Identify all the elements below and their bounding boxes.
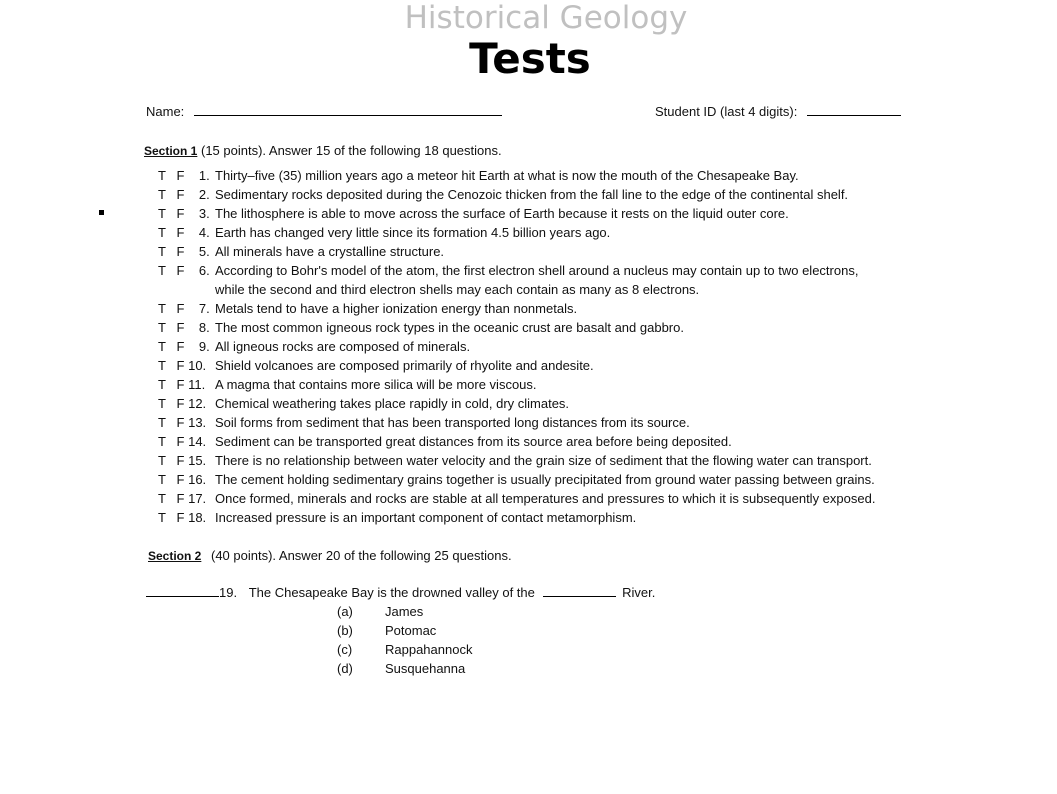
section-1-instruction: (15 points). Answer 15 of the following 18 questions. xyxy=(200,143,502,158)
question-text: Once formed, minerals and rocks are stable at all temperatures and pressures to which it is subsequently exposed. xyxy=(215,491,876,506)
true-false-marker: T F 3. xyxy=(158,206,210,221)
page-subtitle: Historical Geology xyxy=(404,0,688,36)
question-text: The lithosphere is able to move across the surface of Earth because it rests on the liquid outer core. xyxy=(215,206,789,221)
option-text: Potomac xyxy=(385,623,437,638)
true-false-marker: T F 5. xyxy=(158,244,210,259)
page-title: Tests xyxy=(469,34,591,83)
question-text: Shield volcanoes are composed primarily of rhyolite and andesite. xyxy=(215,358,594,373)
question-stem-end: River. xyxy=(622,585,656,600)
true-false-marker: T F 4. xyxy=(158,225,210,240)
true-false-marker: T F 12. xyxy=(158,396,207,411)
question-text: Metals tend to have a higher ionization energy than nonmetals. xyxy=(215,301,578,316)
question-text: There is no relationship between water velocity and the grain size of sediment that the flowing water can transport. xyxy=(215,453,872,468)
true-false-marker: T F 17. xyxy=(158,491,207,506)
question-text: Sediment can be transported great distances from its source area before being deposited. xyxy=(215,434,732,449)
question-text: Sedimentary rocks deposited during the Cenozoic thicken from the fall line to the edge of the continental shelf. xyxy=(215,187,849,202)
true-false-marker: T F 13. xyxy=(158,415,207,430)
question-text: The most common igneous rock types in the oceanic crust are basalt and gabbro. xyxy=(215,320,684,335)
section-2-instruction: (40 points). Answer 20 of the following 25 questions. xyxy=(210,548,512,563)
section-1-header xyxy=(144,143,502,158)
question-text: Earth has changed very little since its formation 4.5 billion years ago. xyxy=(215,225,611,240)
true-false-marker: T F 16. xyxy=(158,472,207,487)
student-id-label: Student ID (last 4 digits): xyxy=(655,104,798,119)
student-id-field xyxy=(655,104,901,119)
name-label: Name: xyxy=(146,104,185,119)
true-false-marker: T F 11. xyxy=(158,377,206,392)
stem-blank xyxy=(543,585,616,597)
option-letter: (a) xyxy=(337,604,353,619)
true-false-marker: T F 15. xyxy=(158,453,207,468)
true-false-marker: T F 10. xyxy=(158,358,207,373)
question-text: Increased pressure is an important component of contact metamorphism. xyxy=(215,510,637,525)
question-text: The cement holding sedimentary grains together is usually precipitated from ground water passing between grains. xyxy=(215,472,875,487)
name-blank xyxy=(194,104,502,116)
question-text: Thirty–five (35) million years ago a meteor hit Earth at what is now the mouth of the Chesapeake Bay. xyxy=(215,168,799,183)
question-text: All igneous rocks are composed of minerals. xyxy=(215,339,471,354)
true-false-marker: T F 2. xyxy=(158,187,210,202)
student-id-blank xyxy=(807,104,901,116)
option-a xyxy=(337,604,423,619)
true-false-marker: T F 7. xyxy=(158,301,210,316)
question-text-continued: while the second and third electron shells may each contain as many as 8 electrons. xyxy=(215,282,700,297)
option-letter: (d) xyxy=(337,661,353,676)
option-text: Susquehanna xyxy=(385,661,466,676)
option-letter: (c) xyxy=(337,642,353,657)
name-field xyxy=(146,104,502,119)
option-d xyxy=(337,661,465,676)
option-c xyxy=(337,642,472,657)
question-19 xyxy=(146,585,655,600)
option-text: Rappahannock xyxy=(385,642,473,657)
question-text: A magma that contains more silica will be more viscous. xyxy=(215,377,537,392)
true-false-marker: T F 8. xyxy=(158,320,210,335)
section-1-label: Section 1 xyxy=(144,144,198,158)
bullet-marker xyxy=(99,210,104,215)
true-false-marker: T F 18. xyxy=(158,510,207,525)
section-2-header xyxy=(148,548,512,563)
option-text: James xyxy=(385,604,424,619)
true-false-marker: T F 6. xyxy=(158,263,210,278)
option-b xyxy=(337,623,436,638)
question-text: According to Bohr's model of the atom, the first electron shell around a nucleus may contain up to two electrons, xyxy=(215,263,859,278)
option-letter: (b) xyxy=(337,623,353,638)
true-false-marker: T F 9. xyxy=(158,339,210,354)
question-text: All minerals have a crystalline structure. xyxy=(215,244,445,259)
question-text: Soil forms from sediment that has been transported long distances from its source. xyxy=(215,415,690,430)
question-text: Chemical weathering takes place rapidly in cold, dry climates. xyxy=(215,396,570,411)
section-2-label: Section 2 xyxy=(148,549,202,563)
question-number: 19. xyxy=(219,585,238,600)
true-false-marker: T F 1. xyxy=(158,168,210,183)
true-false-marker: T F 14. xyxy=(158,434,207,449)
question-stem: The Chesapeake Bay is the drowned valley of the xyxy=(248,585,535,600)
answer-blank xyxy=(146,585,219,597)
